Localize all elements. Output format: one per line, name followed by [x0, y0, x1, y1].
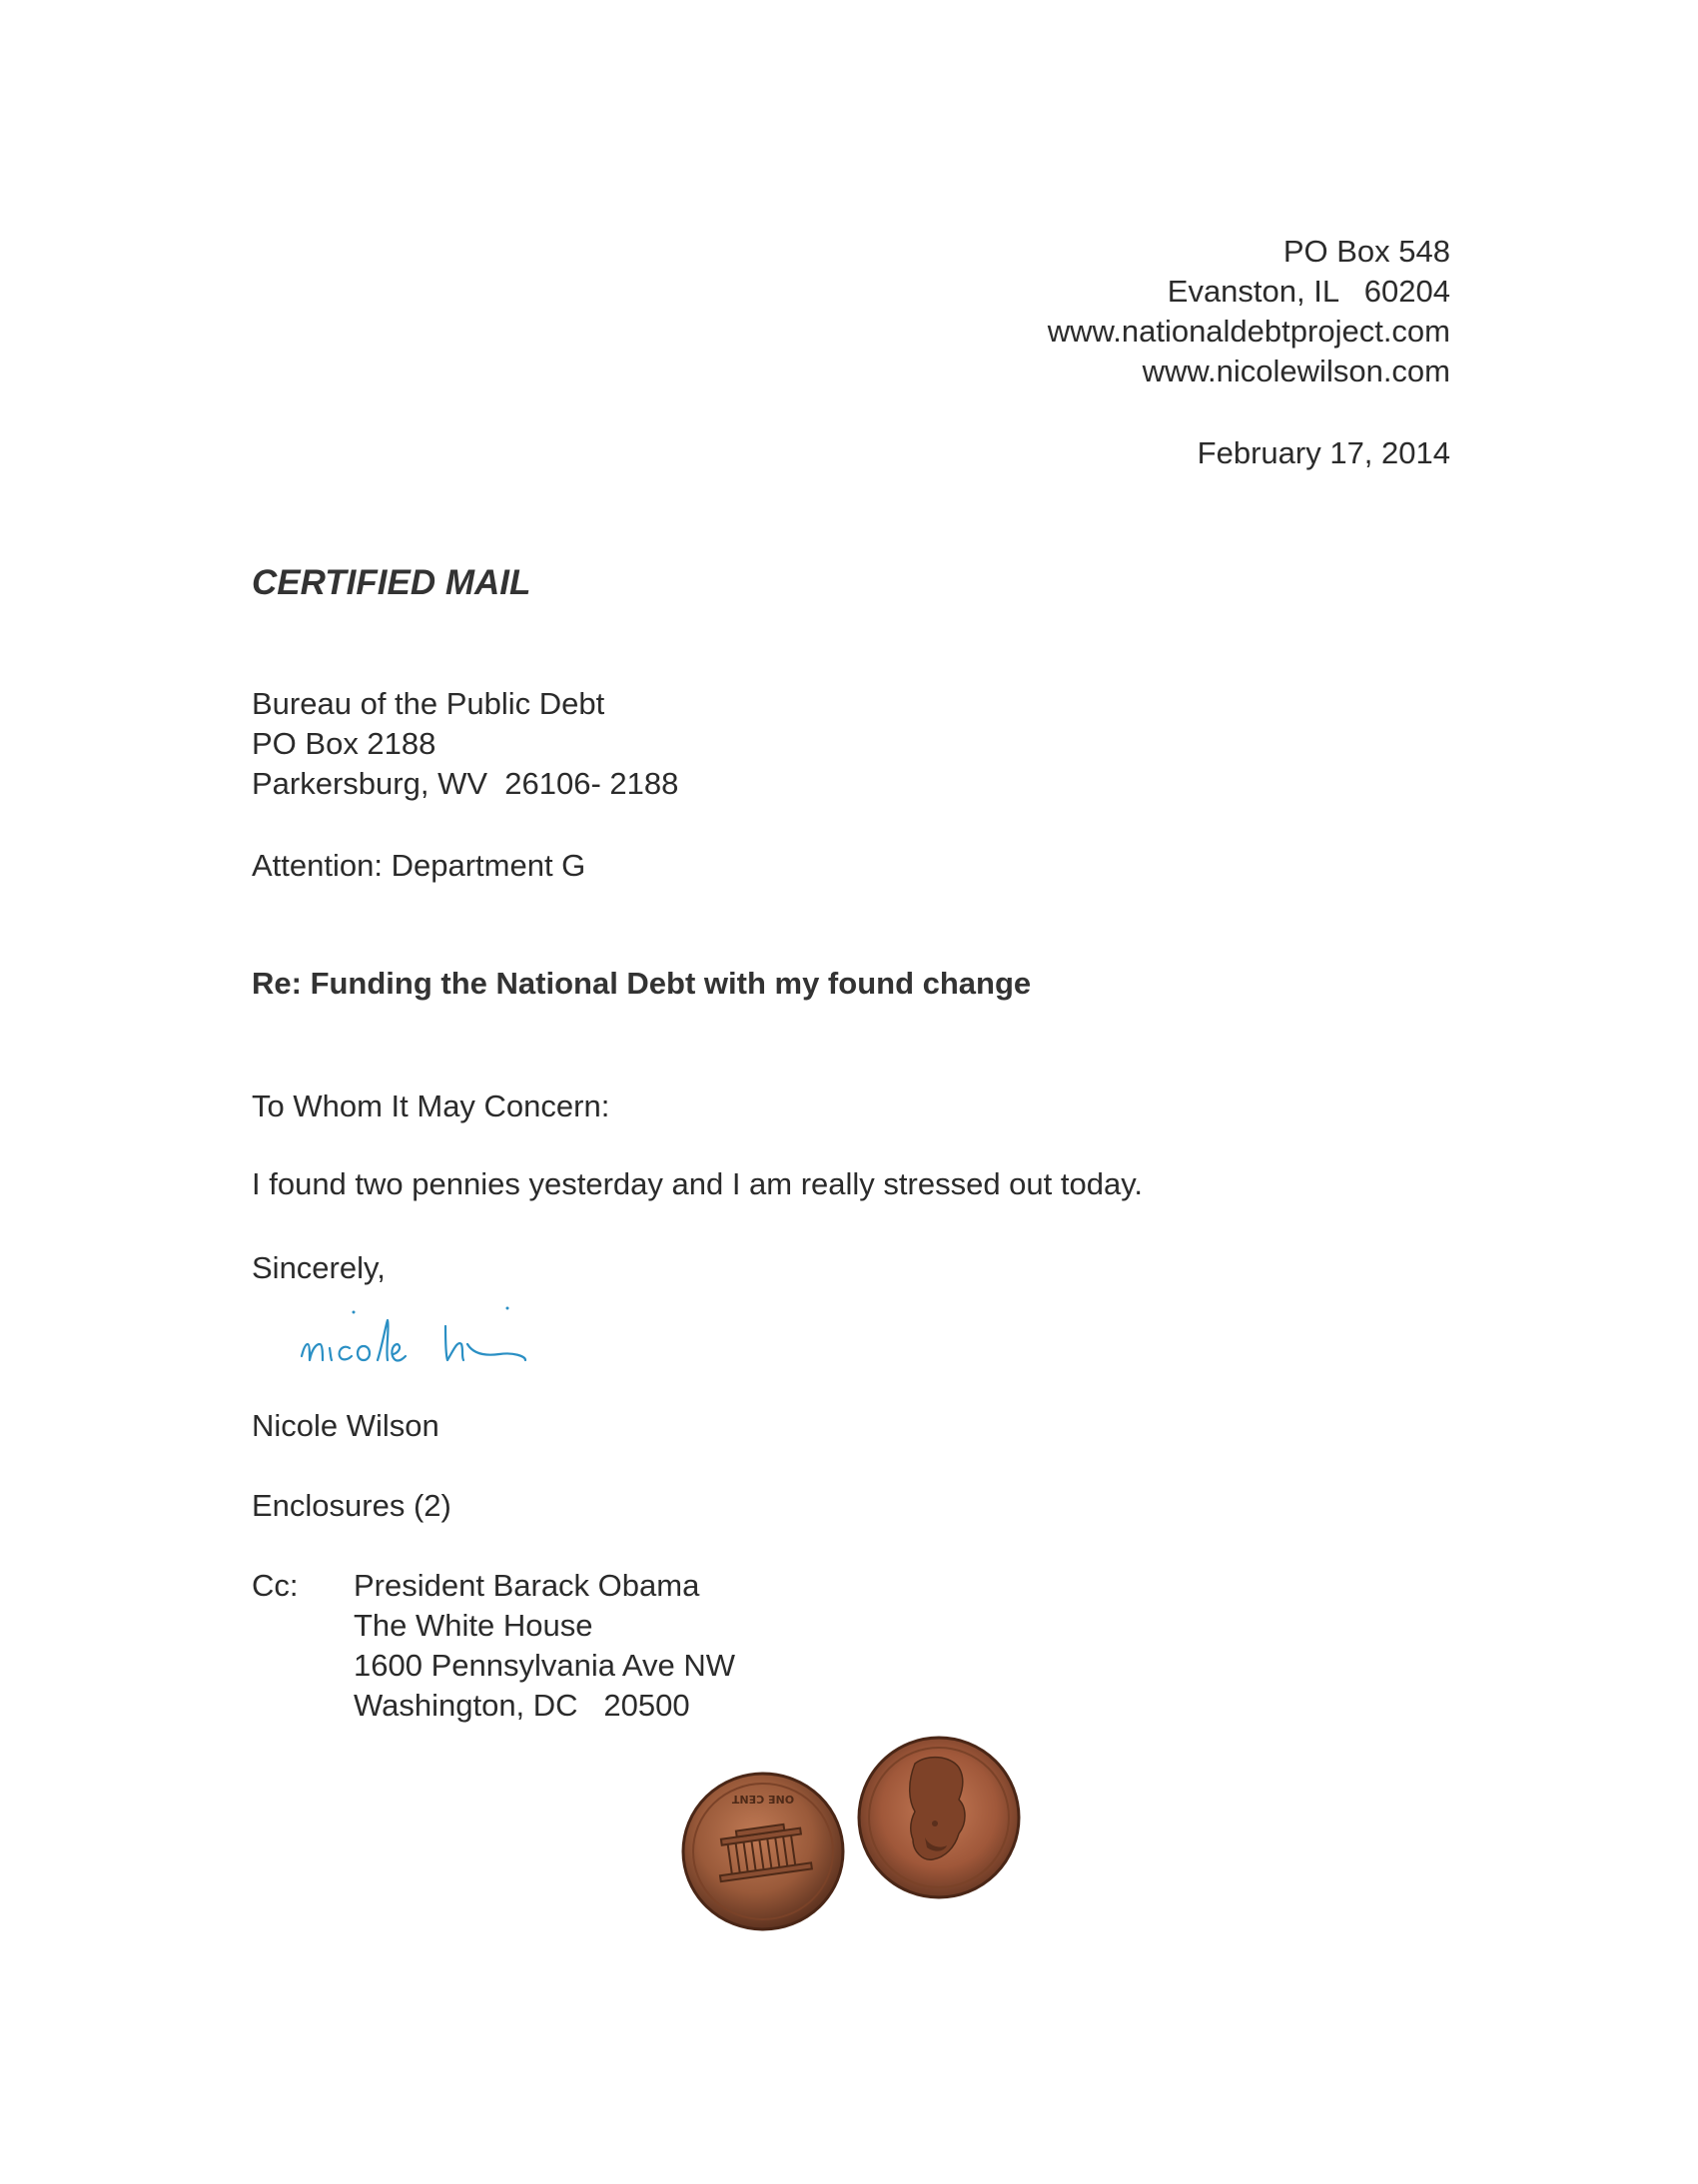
- cc-line-1: President Barack Obama: [354, 1568, 700, 1603]
- return-address-website-1: www.nationaldebtproject.com: [1047, 314, 1450, 349]
- penny-obverse-icon: [855, 1734, 1023, 1901]
- return-address: [1048, 232, 1450, 391]
- closing: Sincerely,: [252, 1250, 386, 1285]
- handwritten-signature: [290, 1298, 629, 1388]
- return-address-line-2: Evanston, IL 60204: [1167, 274, 1450, 309]
- certified-mail-heading: CERTIFIED MAIL: [252, 563, 531, 602]
- penny-reverse-icon: [679, 1770, 847, 1933]
- attention-line: Attention: Department G: [252, 848, 586, 883]
- svg-text:ONE CENT: ONE CENT: [731, 1793, 795, 1806]
- letter-body: I found two pennies yesterday and I am really stressed out today.: [252, 1166, 1144, 1201]
- recipient-line-1: Bureau of the Public Debt: [252, 686, 605, 721]
- recipient-line-3: Parkersburg, WV 26106- 2188: [252, 766, 679, 801]
- salutation: To Whom It May Concern:: [252, 1089, 610, 1123]
- return-address-line-1: PO Box 548: [1282, 234, 1450, 269]
- cc-line-3: 1600 Pennsylvania Ave NW: [354, 1648, 735, 1683]
- cc-label: Cc:: [252, 1568, 299, 1603]
- subject-line: Re: Funding the National Debt with my found change: [252, 966, 1032, 1001]
- cc-address: [354, 1566, 735, 1726]
- return-address-website-2: www.nicolewilson.com: [1142, 354, 1450, 388]
- signer-name: Nicole Wilson: [252, 1408, 439, 1443]
- cc-line-2: The White House: [354, 1608, 593, 1643]
- recipient-line-2: PO Box 2188: [252, 726, 436, 761]
- cc-line-4: Washington, DC 20500: [354, 1688, 690, 1723]
- recipient-address: [252, 684, 678, 804]
- enclosures-note: Enclosures (2): [252, 1488, 451, 1523]
- letter-date: February 17, 2014: [1197, 435, 1450, 470]
